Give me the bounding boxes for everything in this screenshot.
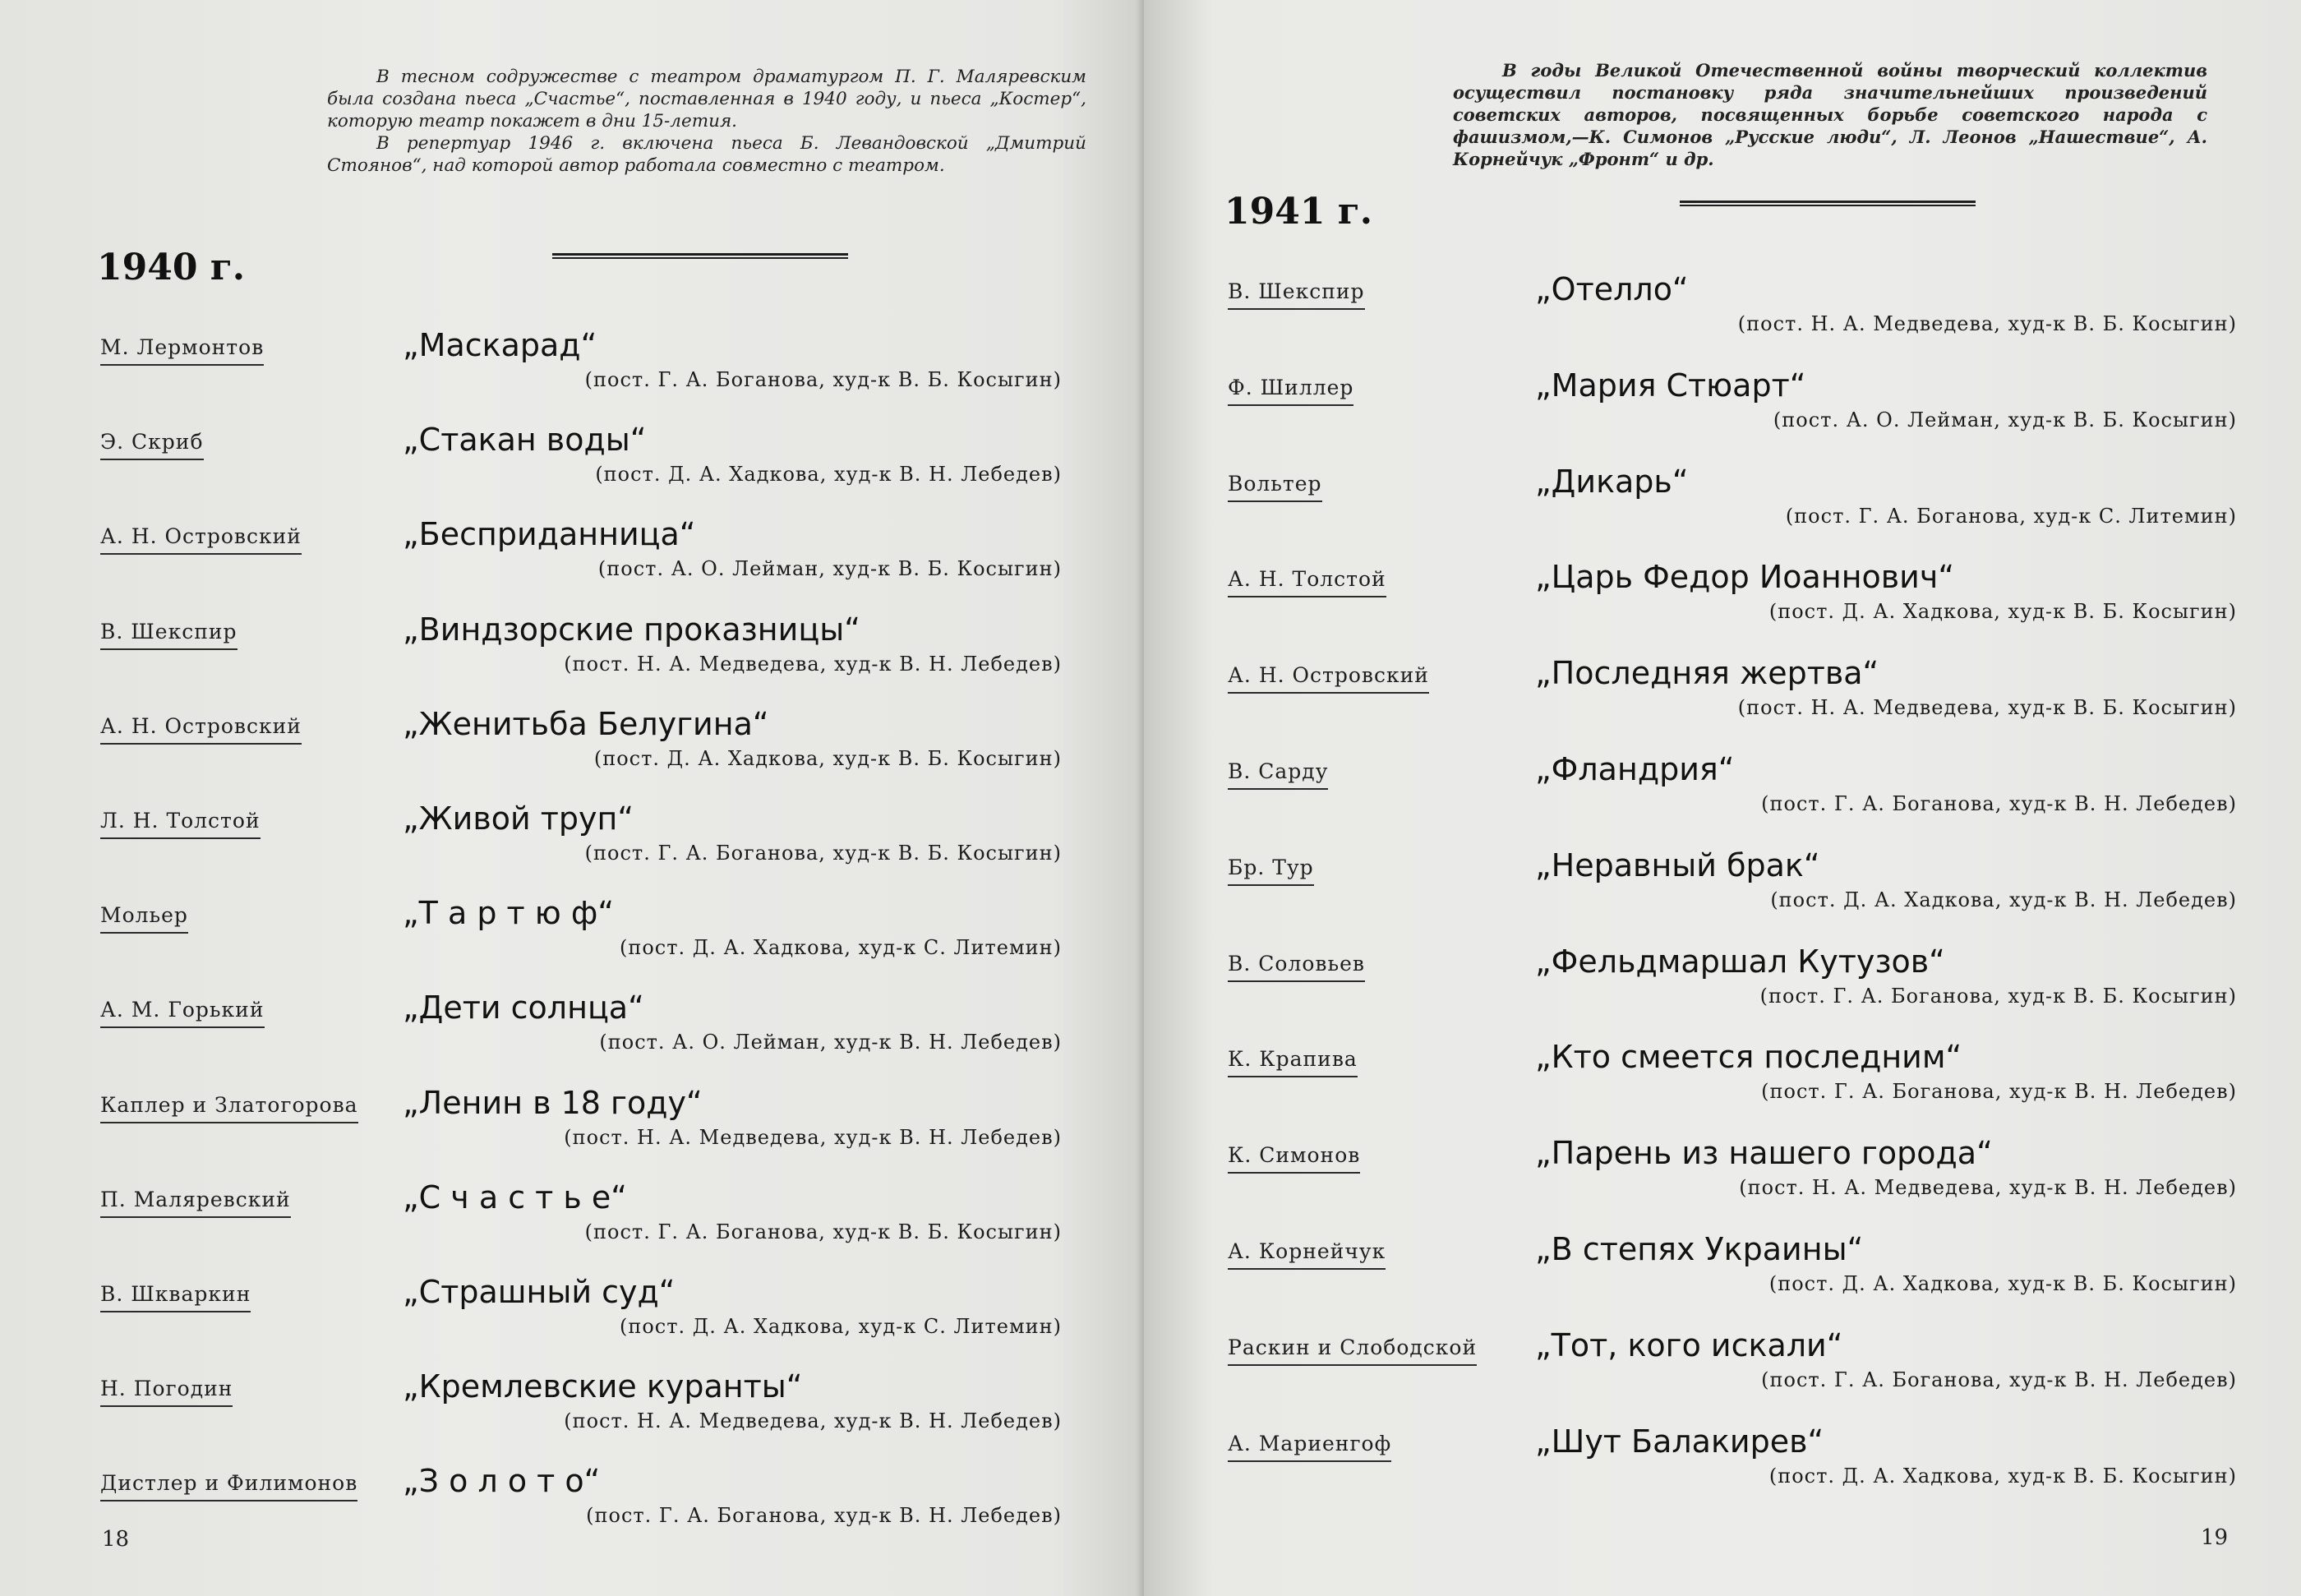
repertoire-entry [0,706,1144,796]
author-name: М. Лермонтов [100,335,264,366]
play-title: „Дикарь“ [1535,463,1689,500]
author-name: К. Симонов [1228,1143,1360,1174]
author-name: Мольер [100,903,188,934]
play-title: „Последняя жертва“ [1535,655,1879,692]
author-name: К. Крапива [1228,1047,1358,1077]
page-19 [1144,0,2301,1596]
production-credits: (пост. А. О. Лейман, худ-к В. Б. Косыгин) [1773,408,2237,431]
author-name: Вольтер [1228,472,1322,502]
play-title: „Неравный брак“ [1535,846,1820,883]
repertoire-entry [1144,1327,2301,1418]
author-name: Каплер и Златогорова [100,1093,358,1123]
author-name: Э. Скриб [100,430,204,460]
repertoire-entry [1144,1231,2301,1322]
repertoire-entry [0,989,1144,1080]
play-title: „Тот, кого искали“ [1535,1326,1843,1363]
production-credits: (пост. Д. А. Хадкова, худ-к В. Б. Косыгин) [1768,1272,2237,1295]
play-title: „Ленин в 18 году“ [403,1084,703,1121]
author-name: А. Н. Островский [100,524,302,555]
decorative-rule [552,253,848,259]
repertoire-entry [1144,271,2301,362]
intro-paragraph: В репертуар 1946 г. включена пьеса Б. Левандовской „Дмитрий Стоянов“, над которой автор работала совместно с театром. [327,133,1086,176]
repertoire-entry [0,327,1144,417]
play-title: „Живой труп“ [403,800,634,837]
play-title: „Шут Балакирев“ [1535,1423,1824,1460]
author-name: В. Шекспир [1228,279,1365,310]
production-credits: (пост. Г. А. Боганова, худ-к В. Н. Лебедев) [1761,792,2237,815]
decorative-rule [1680,201,1976,206]
repertoire-entry [0,1274,1144,1364]
repertoire-entry [0,422,1144,512]
play-title: „С ч а с т ь е“ [403,1179,627,1215]
play-title: „Страшный суд“ [403,1274,676,1310]
play-title: „Фельдмаршал Кутузов“ [1535,943,1945,980]
intro-text [327,66,1086,177]
author-name: П. Маляревский [100,1188,291,1218]
production-credits: (пост. Г. А. Боганова, худ-к В. Н. Лебедев) [1761,1368,2237,1391]
play-title: „Стакан воды“ [403,422,647,459]
repertoire-entry [1144,751,2301,842]
author-name: А. Мариенгоф [1228,1432,1391,1462]
page-18 [0,0,1144,1596]
intro-paragraph: В тесном содружестве с театром драматургом П. Г. Маляревским была создана пьеса „Счастье“, поставленная в 1940 году, и пьеса „Костер“, которую театр покажет в дни 15-летия. [327,67,1086,131]
production-credits: (пост. Д. А. Хадкова, худ-к В. Б. Косыгин) [593,746,1062,770]
repertoire-entry [0,611,1144,702]
author-name: В. Соловьев [1228,952,1365,982]
production-credits: (пост. Д. А. Хадкова, худ-к В. Н. Лебедев) [1770,888,2237,911]
author-name: В. Сарду [1228,759,1328,790]
play-title: „В степях Украины“ [1535,1231,1864,1267]
production-credits: (пост. Г. А. Боганова, худ-к В. Б. Косыгин) [584,368,1062,391]
repertoire-entry [0,1368,1144,1459]
year-heading: 1940 г. [97,247,246,288]
production-credits: (пост. Г. А. Боганова, худ-к В. Б. Косыгин) [1759,984,2237,1008]
play-title: „Виндзорские проказницы“ [403,611,860,648]
play-title: „Маскарад“ [403,327,597,363]
repertoire-entry [0,895,1144,985]
play-title: „Парень из нашего города“ [1535,1135,1993,1172]
author-name: В. Шекспир [100,620,237,650]
play-title: „Кремлевские куранты“ [403,1368,803,1405]
play-title: „Женитьба Белугина“ [403,705,769,742]
author-name: Бр. Тур [1228,856,1314,886]
repertoire-entry [1144,367,2301,458]
author-name: А. Корнейчук [1228,1239,1386,1270]
author-name: А. Н. Толстой [1228,567,1386,597]
author-name: А. М. Горький [100,998,265,1028]
repertoire-entry [0,1179,1144,1270]
production-credits: (пост. Г. А. Боганова, худ-к С. Литемин) [1785,504,2237,528]
production-credits: (пост. Д. А. Хадкова, худ-к С. Литемин) [619,936,1062,960]
play-title: „Мария Стюарт“ [1535,367,1806,404]
intro-text [1453,59,2207,170]
play-title: „Т а р т ю ф“ [403,895,615,932]
production-credits: (пост. Г. А. Боганова, худ-к В. Б. Косыгин) [584,1220,1062,1243]
author-name: Л. Н. Толстой [100,809,261,839]
play-title: „З о л о т о“ [403,1463,601,1500]
play-title: „Кто смеется последним“ [1535,1039,1962,1076]
production-credits: (пост. Д. А. Хадкова, худ-к В. Б. Косыгин) [1768,1464,2237,1488]
repertoire-entry [1144,1423,2301,1514]
production-credits: (пост. А. О. Лейман, худ-к В. Б. Косыгин) [597,557,1062,581]
page-number: 19 [2201,1525,2229,1550]
year-heading: 1941 г. [1224,191,1373,233]
author-name: Н. Погодин [100,1377,233,1407]
repertoire-entry [1144,1039,2301,1129]
page-number: 18 [102,1527,130,1552]
repertoire-entry [1144,1135,2301,1225]
production-credits: (пост. Н. А. Медведева, худ-к В. Б. Косыгин) [1737,312,2237,335]
author-name: Ф. Шиллер [1228,376,1353,406]
production-credits: (пост. Н. А. Медведева, худ-к В. Б. Косыгин) [1737,696,2237,720]
play-title: „Отелло“ [1535,271,1689,307]
repertoire-entry [0,800,1144,891]
production-credits: (пост. Н. А. Медведева, худ-к В. Н. Лебедев) [564,1409,1062,1433]
play-title: „Дети солнца“ [403,989,644,1026]
repertoire-entry [1144,943,2301,1034]
author-name: Дистлер и Филимонов [100,1471,357,1501]
intro-paragraph: В годы Великой Отечественной войны творческий коллектив осуществил постановку ряда значительнейших произведений советских авторов, посвященных борьбе советского народа с фашизмом,—К. Симонов „Русские люди“, Л. Леонов „Нашествие“, А. Корнейчук „Фронт“ и др. [1453,60,2207,169]
play-title: „Бесприданница“ [403,516,696,553]
play-title: „Царь Федор Иоаннович“ [1535,559,1955,596]
repertoire-entry [1144,559,2301,649]
play-title: „Фландрия“ [1535,751,1735,787]
author-name: А. Н. Островский [1228,663,1429,694]
repertoire-entry [1144,655,2301,745]
production-credits: (пост. Г. А. Боганова, худ-к В. Н. Лебедев) [586,1504,1062,1528]
production-credits: (пост. Д. А. Хадкова, худ-к В. Н. Лебедев) [595,463,1062,487]
repertoire-entry [0,1463,1144,1553]
author-name: Раскин и Слободской [1228,1335,1477,1366]
production-credits: (пост. Г. А. Боганова, худ-к В. Н. Лебедев) [1761,1080,2237,1104]
author-name: А. Н. Островский [100,714,302,745]
repertoire-entry [1144,847,2301,938]
production-credits: (пост. Н. А. Медведева, худ-к В. Н. Лебедев) [1739,1176,2237,1200]
production-credits: (пост. А. О. Лейман, худ-к В. Н. Лебедев) [599,1031,1062,1054]
production-credits: (пост. Д. А. Хадкова, худ-к С. Литемин) [619,1315,1062,1338]
repertoire-entry [0,1085,1144,1175]
author-name: В. Шкваркин [100,1282,251,1312]
repertoire-entry [1144,464,2301,554]
production-credits: (пост. Н. А. Медведева, худ-к В. Н. Лебедев) [564,652,1062,676]
production-credits: (пост. Г. А. Боганова, худ-к В. Б. Косыгин) [584,842,1062,865]
production-credits: (пост. Н. А. Медведева, худ-к В. Н. Лебедев) [564,1125,1062,1149]
production-credits: (пост. Д. А. Хадкова, худ-к В. Б. Косыгин) [1768,600,2237,624]
repertoire-entry [0,516,1144,607]
